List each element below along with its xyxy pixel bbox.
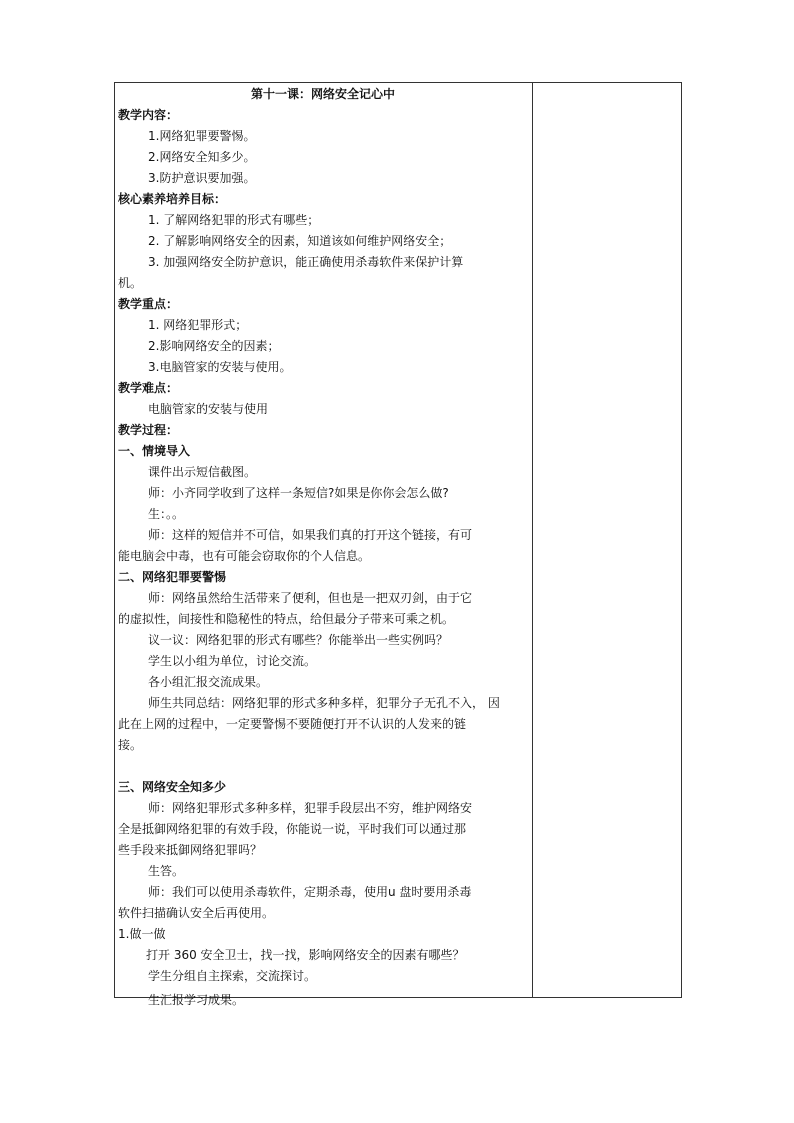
activity-line: 打开 360 安全卫士，找一找，影响网络安全的因素有哪些？	[146, 948, 465, 962]
content-item: 1.网络犯罪要警惕。	[148, 129, 256, 143]
content-item: 3.防护意识要加强。	[148, 171, 256, 185]
section2-line: 师生共同总结：网络犯罪的形式多种多样，犯罪分子无孔不入， 因	[148, 696, 500, 710]
section1-heading: 一、情境导入	[118, 444, 191, 458]
section1-line: 生：。。	[148, 507, 185, 521]
section2-line: 师：网络虽然给生活带来了便利，但也是一把双刃剑，由于它	[148, 591, 473, 605]
activity-line: 学生分组自主探索，交流探讨。	[148, 969, 317, 983]
section3-heading: 三、网络安全知多少	[118, 780, 227, 794]
goal-item: 3. 加强网络安全防护意识，能正确使用杀毒软件来保护计算	[148, 255, 464, 269]
section3-line: 全是抵御网络犯罪的有效手段，你能说一说，平时我们可以通过那	[118, 822, 467, 836]
section2-heading: 二、网络犯罪要警惕	[118, 570, 227, 584]
section2-line: 议一议：网络犯罪的形式有哪些？你能举出一些实例吗？	[148, 633, 449, 647]
section1-line: 课件出示短信截图。	[148, 465, 257, 479]
section3-line: 师：网络犯罪形式多种多样，犯罪手段层出不穷，维护网络安	[148, 801, 473, 815]
process-heading: 教学过程：	[118, 423, 179, 437]
content-heading: 教学内容：	[118, 108, 179, 122]
section2-line: 学生以小组为单位，讨论交流。	[148, 654, 317, 668]
lesson-title: 第十一课：网络安全记心中	[250, 87, 395, 101]
section2-line: 接。	[118, 738, 143, 752]
goal-item: 1. 了解网络犯罪的形式有哪些；	[148, 213, 320, 227]
section2-line: 各小组汇报交流成果。	[148, 675, 269, 689]
difficulty-heading: 教学难点：	[118, 381, 179, 395]
section1-line: 师：小齐同学收到了这样一条短信?如果是你你会怎么做?	[148, 486, 449, 500]
section3-line: 生答。	[148, 864, 185, 878]
section1-line: 师：这样的短信并不可信，如果我们真的打开这个链接，有可	[148, 528, 473, 542]
goals-heading: 核心素养培养目标：	[118, 192, 227, 206]
section2-line: 的虚拟性，间接性和隐秘性的特点，给但最分子带来可乘之机。	[118, 612, 455, 626]
keypoints-heading: 教学重点：	[118, 297, 179, 311]
goal-item-continued: 机。	[118, 276, 143, 290]
goal-item: 2. 了解影响网络安全的因素，知道该如何维护网络安全；	[148, 234, 452, 248]
table-column-divider	[532, 82, 533, 998]
section3-line: 软件扫描确认安全后再使用。	[118, 906, 275, 920]
keypoint-item: 1. 网络犯罪形式；	[148, 318, 248, 332]
activity-overflow-line: 生汇报学习成果。	[148, 993, 245, 1007]
keypoint-item: 2.影响网络安全的因素；	[148, 339, 280, 353]
activity-heading: 1.做一做	[118, 927, 166, 941]
section2-line: 此在上网的过程中，一定要警惕不要随便打开不认识的人发来的链	[118, 717, 467, 731]
section1-line: 能电脑会中毒，也有可能会窃取你的个人信息。	[118, 549, 371, 563]
section3-line: 师：我们可以使用杀毒软件，定期杀毒，使用u 盘时要用杀毒	[148, 885, 472, 899]
section3-line: 些手段来抵御网络犯罪吗？	[118, 843, 263, 857]
keypoint-item: 3.电脑管家的安装与使用。	[148, 360, 292, 374]
difficulty-text: 电脑管家的安装与使用	[148, 402, 269, 416]
content-item: 2.网络安全知多少。	[148, 150, 256, 164]
